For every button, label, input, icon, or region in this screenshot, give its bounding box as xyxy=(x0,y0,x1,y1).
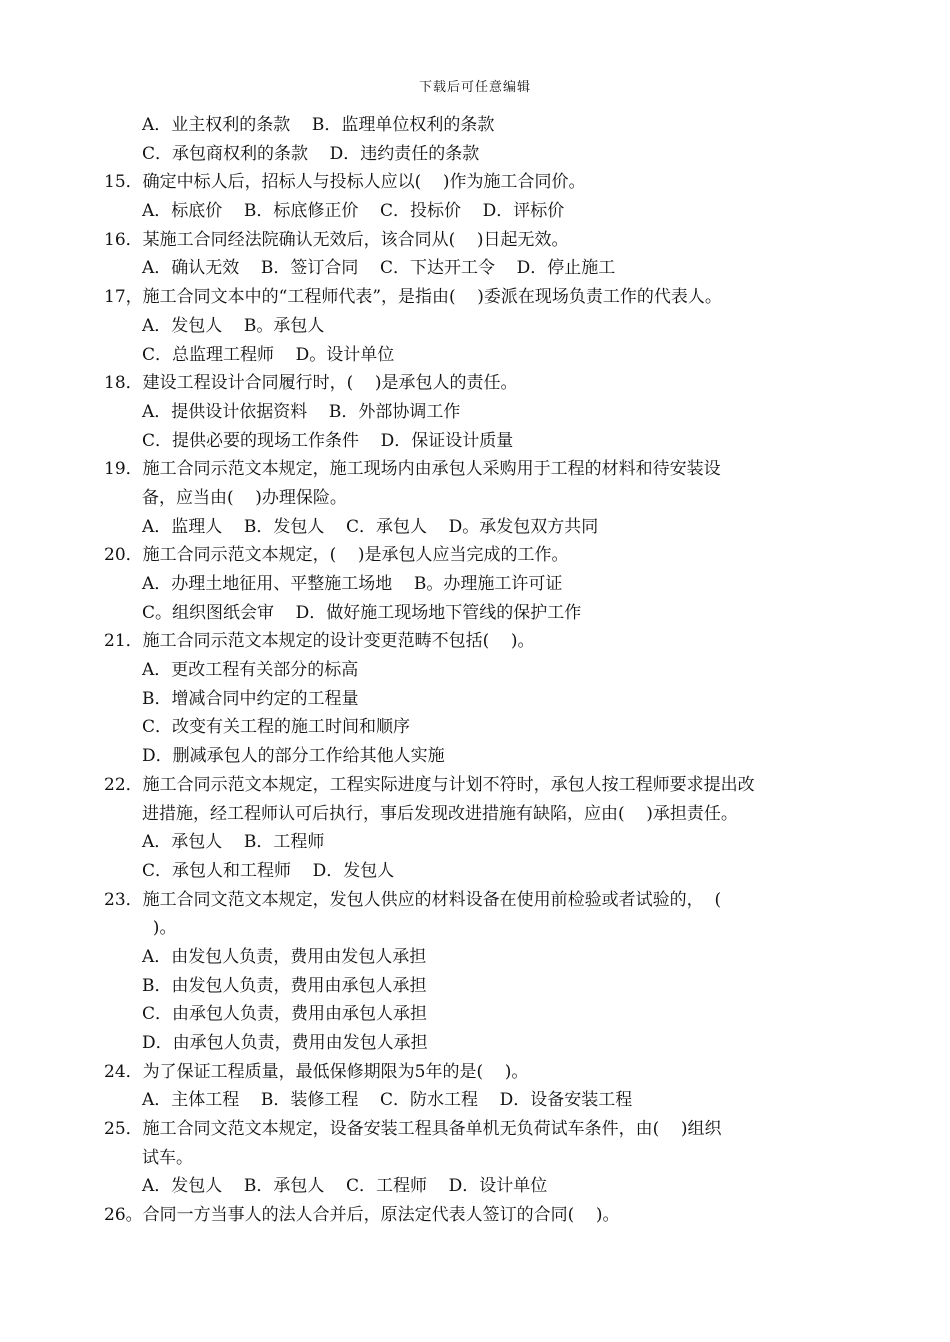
question-continuation: 进措施，经工程师认可后执行，事后发现改进措施有缺陷，应由( )承担责任。 xyxy=(142,803,738,824)
option-line: A．业主权利的条款 B．监理单位权利的条款 xyxy=(142,115,495,135)
question-continuation: 试车。 xyxy=(142,1147,193,1168)
question-line: 15．确定中标人后，招标人与投标人应以( )作为施工合同价。 xyxy=(104,172,586,193)
question-line: 22．施工合同示范文本规定，工程实际进度与计划不符时，承包人按工程师要求提出改 xyxy=(104,774,755,795)
option-line: D．由承包人负责，费用由发包人承担 xyxy=(142,1033,428,1053)
question-content xyxy=(104,111,854,1230)
option-line: C．总监理工程师 D。设计单位 xyxy=(142,344,395,365)
option-line: A．标底价 B．标底修正价 C．投标价 D．评标价 xyxy=(142,201,565,222)
question-line: 19．施工合同示范文本规定，施工现场内由承包人采购用于工程的材料和待安装设 xyxy=(104,459,721,480)
option-line: C。组织图纸会审 D．做好施工现场地下管线的保护工作 xyxy=(142,602,582,623)
option-line: C．承包商权利的条款 D．违约责任的条款 xyxy=(142,143,480,164)
page-header: 下载后可任意编辑 xyxy=(418,80,531,95)
question-line: 25．施工合同文范文本规定，设备安装工程具备单机无负荷试车条件，由( )组织 xyxy=(104,1119,722,1140)
option-line: C．承包人和工程师 D．发包人 xyxy=(142,860,395,881)
option-line: A．办理土地征用、平整施工场地 B。办理施工许可证 xyxy=(142,574,563,594)
option-line: A．承包人 B．工程师 xyxy=(142,832,325,853)
option-line: A．提供设计依据资料 B．外部协调工作 xyxy=(142,401,461,422)
question-line: 21．施工合同示范文本规定的设计变更范畴不包括( )。 xyxy=(104,631,535,652)
option-line: A．发包人 B．承包人 C．工程师 D．设计单位 xyxy=(142,1176,548,1197)
option-line: C．提供必要的现场工作条件 D．保证设计质量 xyxy=(142,430,514,451)
question-continuation: 备，应当由( )办理保险。 xyxy=(142,487,347,508)
option-line: B．由发包人负责，费用由承包人承担 xyxy=(142,975,427,996)
option-line: B．增减合同中约定的工程量 xyxy=(142,688,359,709)
option-line: A．发包人 B。承包人 xyxy=(142,315,325,336)
option-line: A．监理人 B．发包人 C．承包人 D。承发包双方共同 xyxy=(142,516,599,537)
question-line: 16．某施工合同经法院确认无效后，该合同从( )日起无效。 xyxy=(104,229,569,250)
question-line: 17，施工合同文本中的“工程师代表”，是指由( )委派在现场负责工作的代表人。 xyxy=(104,287,722,308)
option-line: A．确认无效 B．签订合同 C．下达开工令 D．停止施工 xyxy=(142,258,616,279)
question-line: 26。合同一方当事人的法人合并后，原法定代表人签订的合同( )。 xyxy=(104,1205,620,1226)
option-line: D．删减承包人的部分工作给其他人实施 xyxy=(142,746,445,767)
question-line: 20．施工合同示范文本规定，( )是承包人应当完成的工作。 xyxy=(104,545,569,566)
option-line: C．由承包人负责，费用由承包人承担 xyxy=(142,1004,428,1025)
question-continuation: )。 xyxy=(142,918,177,939)
question-line: 23．施工合同文范文本规定，发包人供应的材料设备在使用前检验或者试验的， ( xyxy=(104,889,722,910)
option-line: A．由发包人负责，费用由发包人承担 xyxy=(142,946,427,967)
option-line: A．更改工程有关部分的标高 xyxy=(142,660,359,681)
question-line: 24．为了保证工程质量，最低保修期限为5年的是( )。 xyxy=(104,1061,529,1082)
question-line: 18．建设工程设计合同履行时，( )是承包人的责任。 xyxy=(104,373,518,394)
option-line: C．改变有关工程的施工时间和顺序 xyxy=(142,717,411,738)
option-line: A．主体工程 B．装修工程 C．防水工程 D．设备安装工程 xyxy=(142,1090,633,1111)
